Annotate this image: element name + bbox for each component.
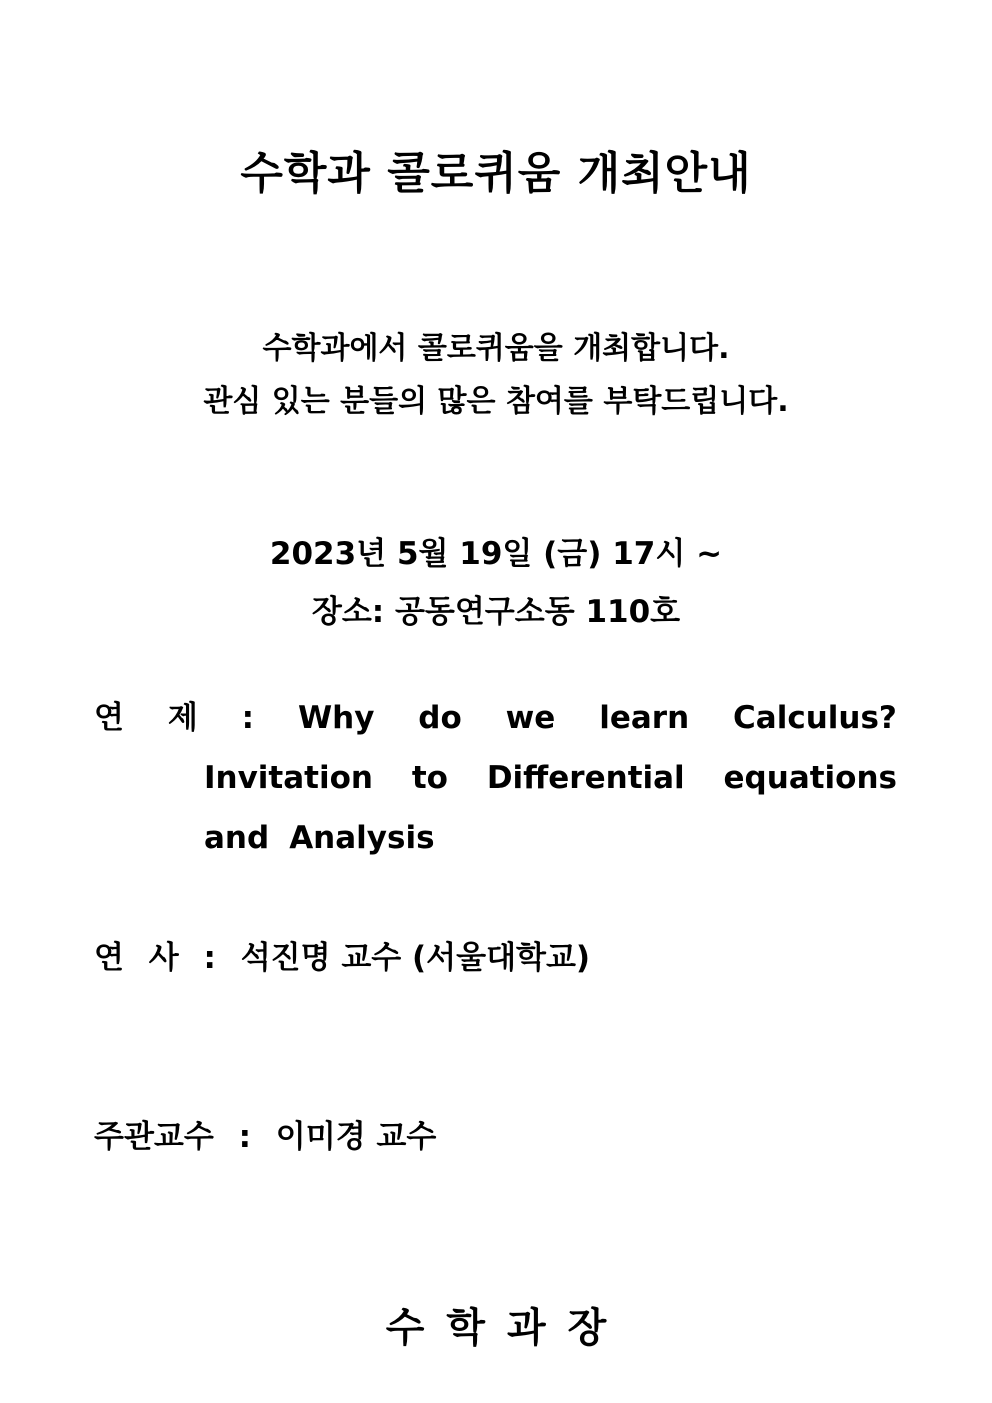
topic-word: to [411, 760, 448, 796]
event-location: 장소: 공동연구소동 110호 [311, 594, 681, 630]
event-datetime: 2023년 5월 19일 (금) 17시 ~ [269, 536, 723, 572]
topic-word: Invitation [204, 760, 373, 796]
speaker-value: 석진명 교수 (서울대학교) [240, 940, 591, 976]
topic-word: we [505, 700, 556, 736]
topic-colon: : [241, 700, 255, 736]
topic-word: Analysis [289, 820, 435, 856]
topic-label-char-1: 연 [94, 700, 124, 736]
topic-word: and [204, 820, 270, 856]
speaker-line [94, 930, 604, 986]
signature: 수학과장 [385, 1305, 629, 1351]
topic-row-1 [94, 688, 897, 748]
topic-row-2 [204, 748, 897, 808]
intro-line-2: 관심 있는 분들의 많은 참여를 부탁드립니다. [203, 384, 789, 419]
topic-word: learn [599, 700, 690, 736]
speaker-label-char-2: 사 [148, 940, 179, 976]
intro-text [0, 322, 992, 428]
page-title: 수학과 콜로퀴움 개최안내 [240, 148, 752, 199]
topic-row-3 [204, 808, 897, 868]
topic-label-char-2: 제 [167, 700, 198, 736]
speaker-label-char-1: 연 [94, 940, 124, 976]
speaker-colon: : [203, 940, 216, 976]
topic-word: do [418, 700, 462, 736]
topic-block [94, 688, 897, 868]
topic-word: Why [297, 700, 375, 736]
topic-word: Differential [486, 760, 685, 796]
intro-line-1: 수학과에서 콜로퀴움을 개최합니다. [262, 331, 730, 366]
host-label: 주관교수 [94, 1119, 214, 1155]
topic-word: Calculus? [733, 700, 897, 736]
schedule-block [0, 525, 992, 641]
host-line [94, 1109, 450, 1165]
host-value: 이미경 교수 [275, 1119, 437, 1155]
host-colon: : [238, 1119, 251, 1155]
topic-word: equations [723, 760, 897, 796]
